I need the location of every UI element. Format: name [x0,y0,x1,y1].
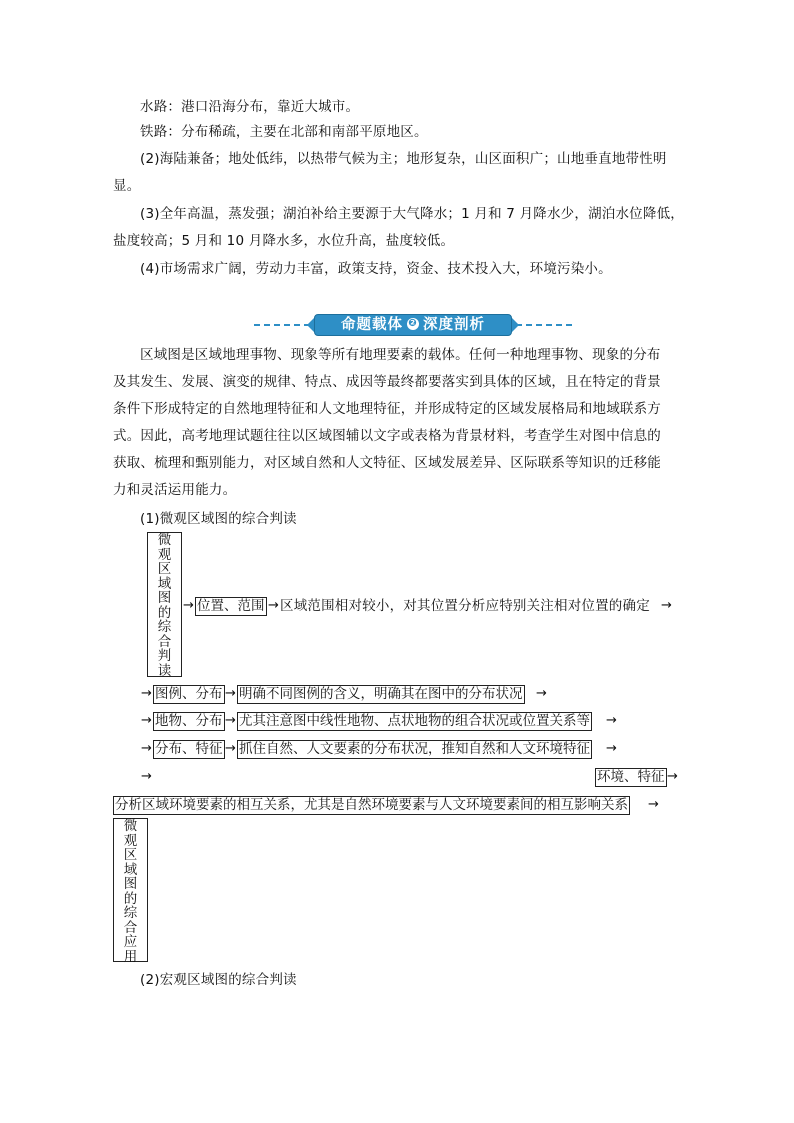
flow-arrow: → [536,686,547,701]
flow-arrow: → [268,598,279,613]
answer-q3-line1: (3)全年高温，蒸发强；湖泊补给主要源于大气降水；1 月和 7 月降水少，湖泊水位降低， [140,206,684,222]
micro-read-char: 读 [157,662,172,679]
section1-title: (1)微观区域图的综合判读 [140,511,297,527]
intro-line-4: 式。因此，高考地理试题往往以区域图辅以文字或表格为背景材料，考查学生对图中信息的 [113,428,661,444]
intro-line-5: 获取、梳理和甄别能力，对区域自然和人文特征、区域发展差异、区际联系等知识的迁移能 [113,455,661,471]
answer-q3-line2: 盐度较高；5 月和 10 月降水多，水位升高，盐度较低。 [113,233,455,249]
micro-read-char: 微 [157,532,172,548]
intro-line-6: 力和灵活运用能力。 [113,482,237,498]
flow-arrow: → [606,741,617,756]
banner-dash-left [254,324,310,326]
flow-arrow: → [141,741,152,756]
flow-arrow: → [141,769,152,784]
micro-read-char: 的 [157,604,172,621]
flow-arrow: → [183,598,194,613]
flow-arrow: → [648,797,659,812]
banner-notch-left [307,318,314,332]
banner-left-text: 命题载体 [341,317,403,333]
flow-key-legend: 图例、分布 [155,686,223,702]
micro-apply-char: 观 [123,832,138,849]
answer-rail: 铁路：分布稀疏，主要在北部和南部平原地区。 [140,124,428,140]
flow-desc-environment: 分析区域环境要素的相互关系，尤其是自然环境要素与人文环境要素间的相互影响关系 [115,797,628,813]
flow-key-features: 地物、分布 [155,713,223,729]
flow-desc-distribution: 抓住自然、人文要素的分布状况，推知自然和人文环境特征 [239,741,590,757]
micro-read-char: 判 [157,648,172,664]
answer-q2-line1: (2)海陆兼备；地处低纬，以热带气候为主；地形复杂，山区面积广；山地垂直地带性明 [140,151,667,167]
micro-apply-char: 合 [123,919,138,936]
micro-apply-char: 域 [123,861,138,878]
micro-read-char: 区 [157,561,172,577]
intro-line-3: 条件下形成特定的自然地理特征和人文地理特征，并形成特定的区域发展格局和地域联系方 [113,401,661,417]
banner-pill [314,314,512,336]
flow-arrow: → [141,713,152,728]
flow-key-position: 位置、范围 [197,598,265,614]
micro-apply-char: 的 [123,890,138,907]
flow-key-environment: 环境、特征 [597,769,665,785]
intro-line-1: 区域图是区域地理事物、现象等所有地理要素的载体。任何一种地理事物、现象的分布 [140,347,661,363]
micro-apply-char: 应 [123,934,138,950]
flow-arrow: → [225,741,236,756]
answer-q4: (4)市场需求广阔，劳动力丰富，政策支持，资金、技术投入大，环境污染小。 [140,261,612,277]
micro-read-char: 观 [157,546,172,563]
micro-read-char: 综 [157,619,172,635]
answer-q2-line2: 显。 [113,178,141,194]
micro-apply-char: 区 [123,847,138,863]
banner-right-text: 深度剖析 [423,317,485,333]
intro-line-2: 及其发生、发展、演变的规律、特点、成因等最终都要落实到具体的区域，且在特定的背景 [113,374,661,390]
flow-arrow: → [667,769,678,784]
micro-apply-char: 图 [123,876,138,892]
answer-water: 水路：港口沿海分布，靠近大城市。 [140,99,360,115]
banner-mark-icon: ❷ [408,318,418,329]
section-banner [254,314,572,336]
micro-apply-char: 微 [123,818,138,834]
micro-apply-char: 用 [123,948,138,965]
flow-arrow: → [225,686,236,701]
micro-apply-box [113,818,148,965]
flow-arrow: → [661,598,672,613]
section2-title: (2)宏观区域图的综合判读 [140,972,297,988]
micro-read-char: 域 [157,575,172,592]
banner-dash-right [516,324,572,326]
flow-desc-position: 区域范围相对较小，对其位置分析应特别关注相对位置的确定 [280,598,650,614]
flow-desc-legend: 明确不同图例的含义，明确其在图中的分布状况 [239,686,523,702]
flow-key-distribution: 分布、特征 [155,741,223,757]
flow-desc-features: 尤其注意图中线性地物、点状地物的组合状况或位置关系等 [239,713,590,729]
flow-arrow: → [606,713,617,728]
flow-arrow: → [141,686,152,701]
micro-read-char: 合 [157,633,172,650]
micro-read-char: 图 [157,590,172,606]
micro-apply-char: 综 [123,905,138,921]
flow-arrow: → [225,713,236,728]
micro-read-box [147,532,182,677]
